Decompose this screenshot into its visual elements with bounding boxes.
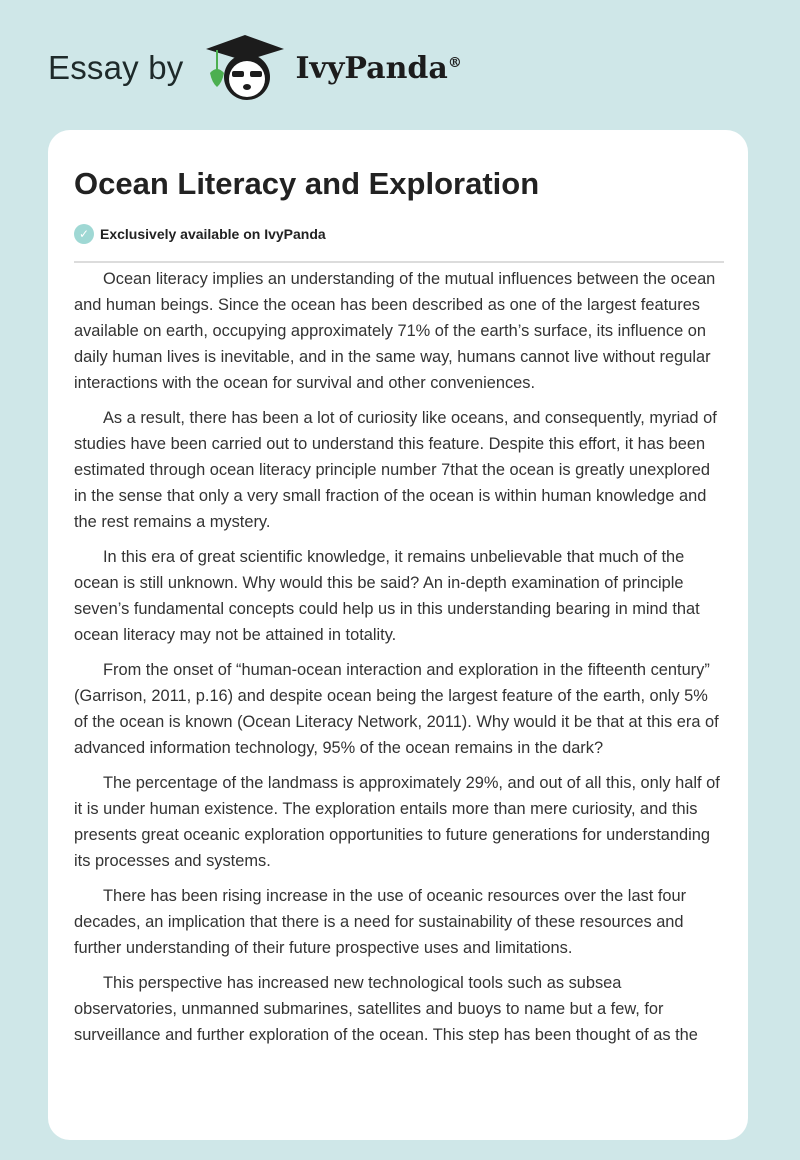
paragraph: This perspective has increased new technological tools such as subsea observatories, unmanned submarines, satellites and buoys to name but a few, for surveillance and further exploration of the ocean. This step has been thought of as the (74, 974, 698, 1044)
paragraph: In this era of great scientific knowledge, it remains unbelievable that much of the ocean is still unknown. Why would this be said? An in-depth examination of principle seven’s fundamental concepts could help us in this understanding bearing in mind that ocean literacy may not be attained in totality. (74, 548, 700, 644)
brand-text: IvyPanda (295, 50, 448, 86)
brand-name[interactable] (296, 51, 462, 86)
check-icon: ✓ (74, 224, 94, 244)
registered-mark: ® (447, 54, 462, 71)
paragraph: As a result, there has been a lot of curiosity like oceans, and consequently, myriad of studies have been carried out to understand this feature. Despite this effort, it has been estimated through ocean literacy principle number 7that the ocean is greatly unexplored in the sense that only a very small fraction of the ocean is within human knowledge and the rest remains a mystery. (74, 409, 717, 531)
essay-card (48, 130, 748, 1140)
paragraph: The percentage of the landmass is approximately 29%, and out of all this, only half of it is under human existence. The exploration entails more than mere curiosity, and this presents great oceanic exploration opportunities to future generations for understanding its processes and systems. (74, 774, 720, 870)
paragraph: There has been rising increase in the use of oceanic resources over the last four decades, an implication that there is a need for sustainability of these resources and further understanding of their future prospective uses and limitations. (74, 887, 687, 957)
paragraph: Ocean literacy implies an understanding of the mutual influences between the ocean and human beings. Since the ocean has been described as one of the largest features available on earth, occupying approximately 71% of the earth’s surface, its influence on daily human lives is inevitable, and in the same way, humans cannot live without regular interactions with the ocean for survival and other conveniences. (74, 270, 716, 392)
site-header (48, 30, 462, 106)
badge-text: Exclusively available on IvyPanda (100, 226, 326, 242)
essay-body (74, 266, 726, 1057)
essay-by-label: Essay by (48, 49, 184, 86)
panda-logo-icon[interactable] (202, 33, 288, 103)
page-title: Ocean Literacy and Exploration (74, 166, 540, 201)
paragraph: From the onset of “human-ocean interaction and exploration in the fifteenth century” (Garrison, 2011, p.16) and despite ocean being the largest feature of the earth, only 5% of the ocean is known (Ocean Literacy Network, 2011). Why would it be that at this era of advanced information technology, 95% of the ocean remains in the dark? (74, 661, 719, 757)
exclusive-badge (74, 224, 326, 244)
divider (74, 261, 724, 263)
